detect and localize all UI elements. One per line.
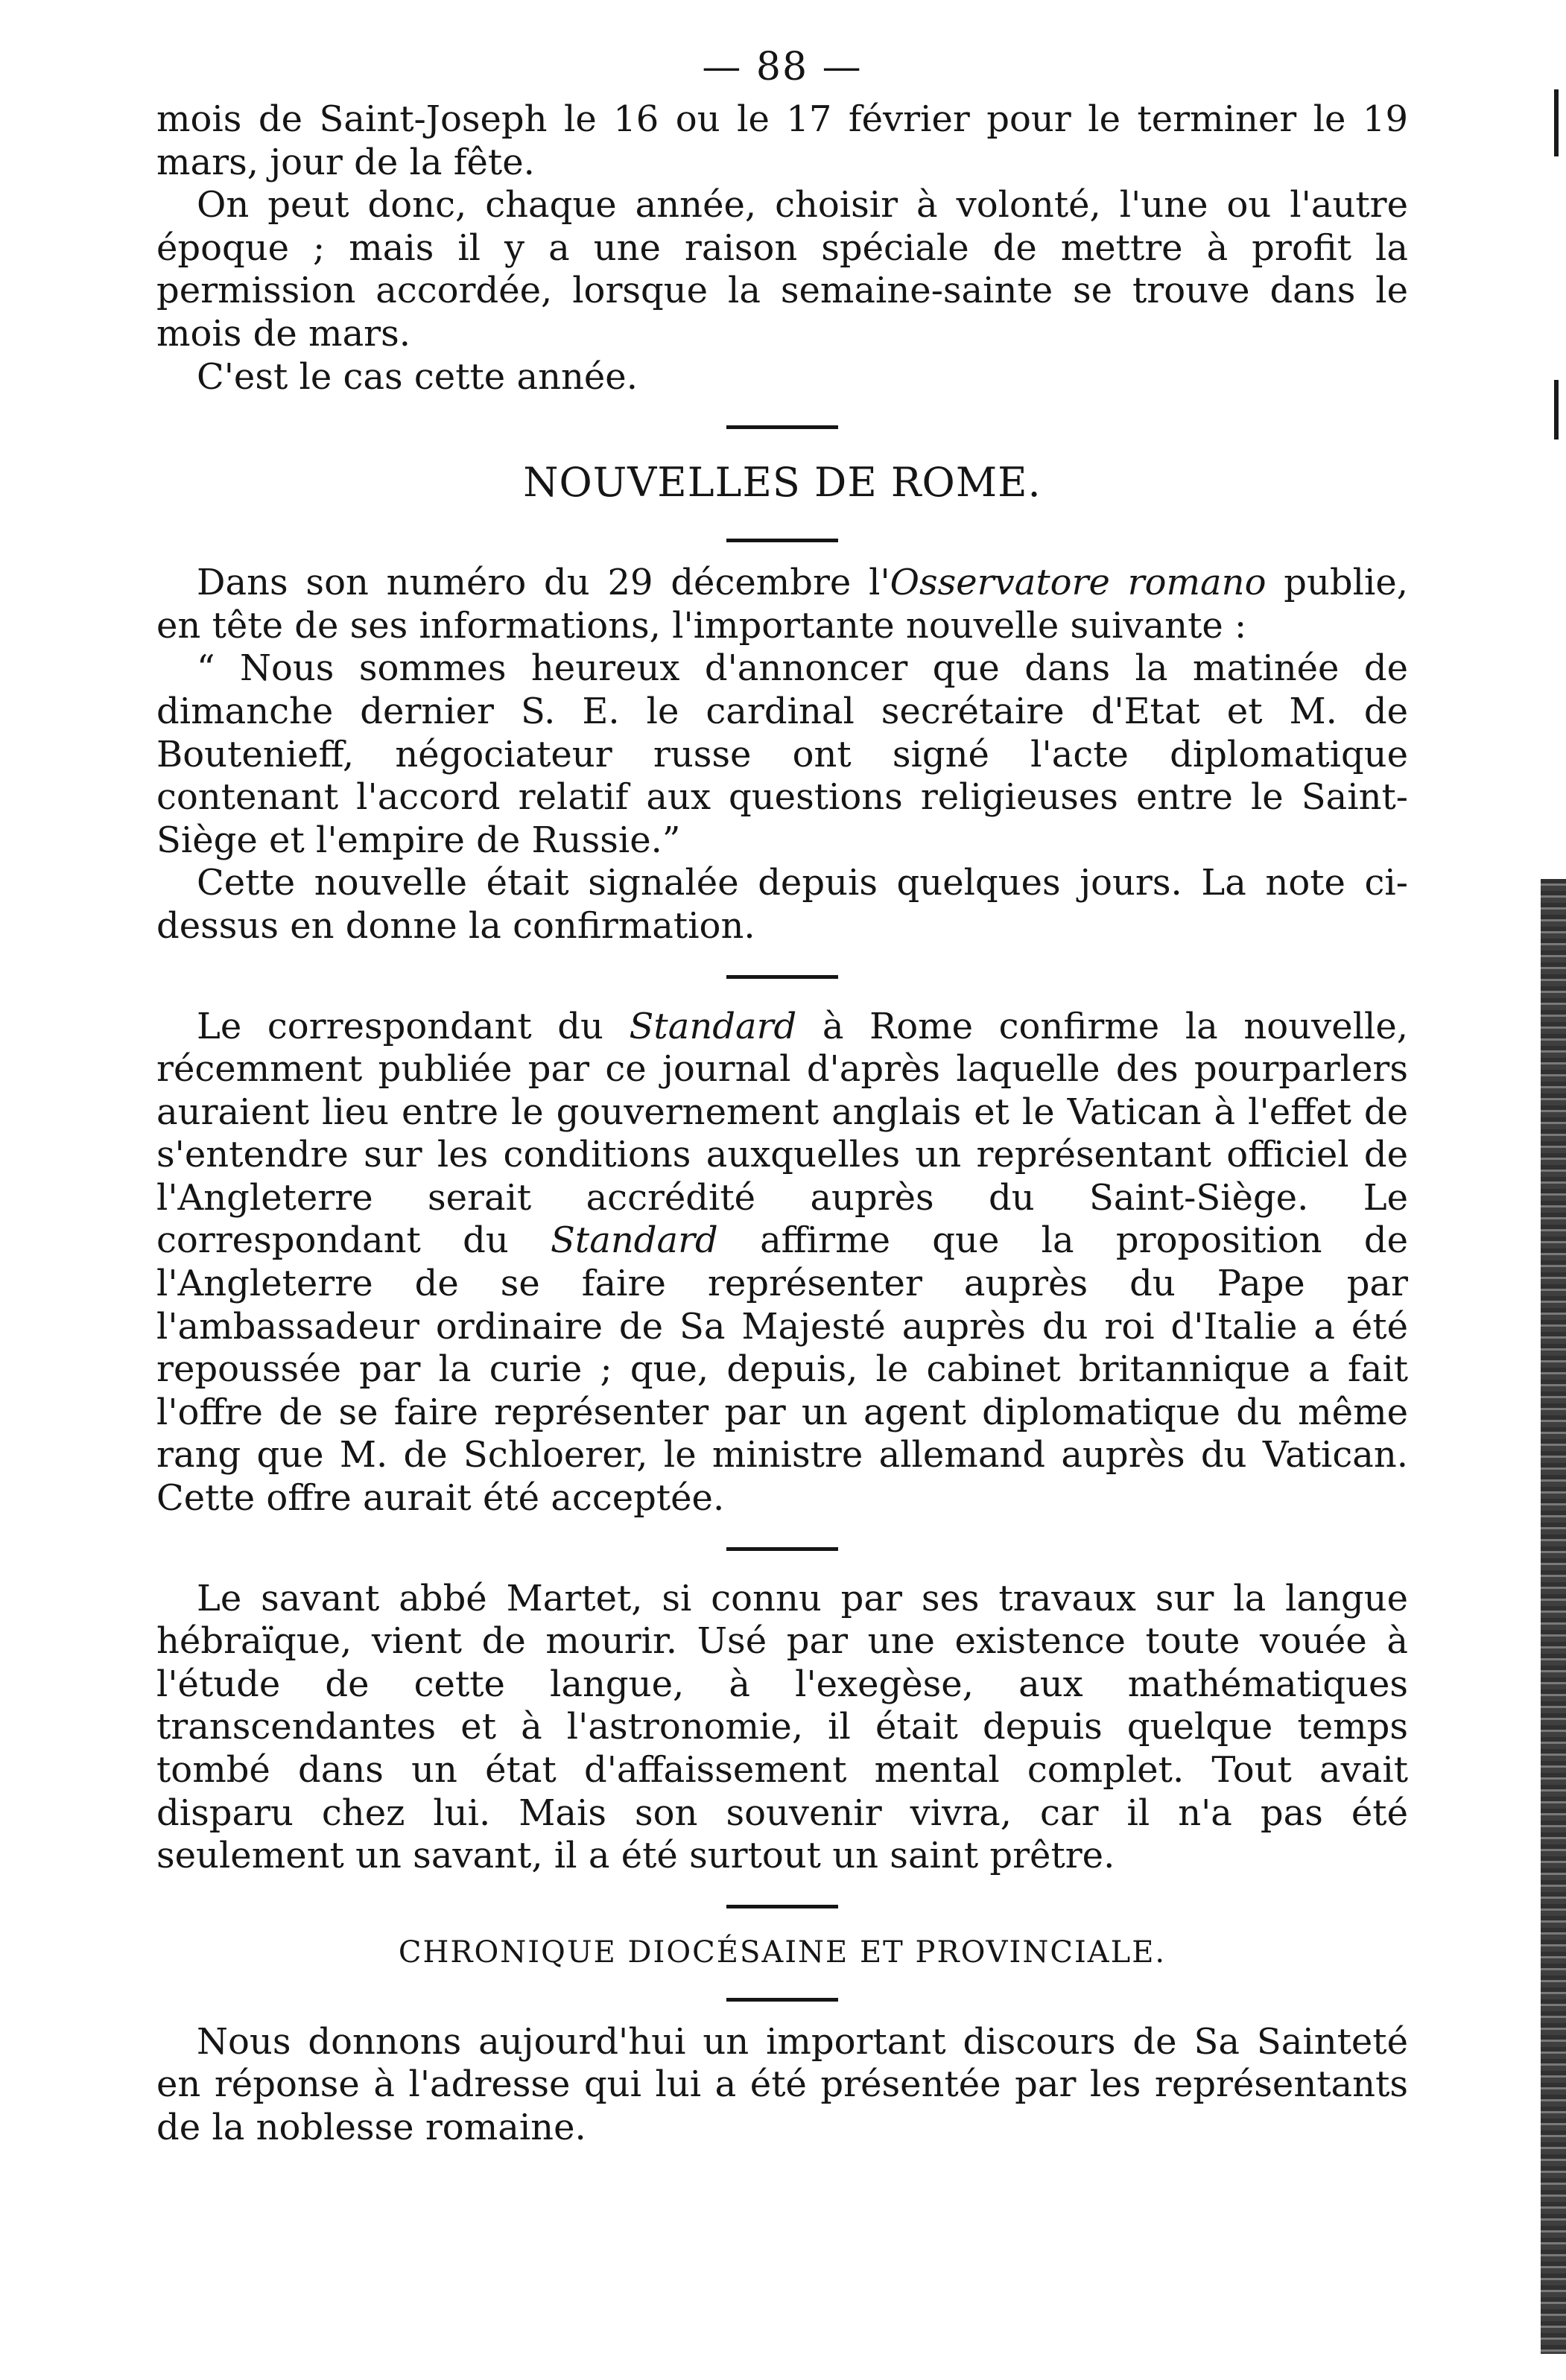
article-divider (726, 975, 838, 979)
section-title-rome: NOUVELLES DE ROME. (523, 459, 1042, 507)
page-number: — 88 — (702, 45, 863, 89)
newspaper-title: Osservatore romano (890, 562, 1267, 604)
paragraph-abbe-martet: Le savant abbé Martet, si connu par ses travaux sur la langue hébraïque, vient de mourir. Usé par une existence toute vouée à l'étude de cette langue, à l'exegèse, aux mathématiques transcendantes et à l'astronomie, il était depuis quelque temps tombé dans un état d'affaissement mental complet. Tout avait disparu chez lui. Mais son souvenir vivra, car il n'a pas été seulement un savant, il a été surtout un saint prêtre. (156, 1577, 1408, 1877)
paragraph-epoque: On peut donc, chaque année, choisir à volonté, l'une ou l'autre époque ; mais il y a une raison spéciale de mettre à profit la permission accordée, lorsque la semaine-sainte se trouve dans le mois de mars. (156, 184, 1408, 355)
scan-mark (1554, 380, 1559, 439)
paragraph-quote-accord: “ Nous sommes heureux d'annoncer que dans la matinée de dimanche dernier S. E. le cardinal secrétaire d'Etat et M. de Boutenieff, négociateur russe ont signé l'acte diplomatique contenant l'accord relatif aux questions religieuses entre le Saint-Siège et l'empire de Russie.” (156, 647, 1408, 861)
paragraph-standard (156, 1006, 1408, 1520)
paragraph-osservatore (156, 562, 1408, 647)
text-run: à Rome confirme la nouvelle, récemment publiée par ce journal d'après laquelle des pourparlers auraient lieu entre le gouvernement anglais et le Vatican à l'effet de s'entendre sur les conditions auxquelles un représentant officiel de l'Angleterre serait accrédité auprès du Saint-Siège. Le correspondant du (156, 1005, 1408, 1262)
section-divider (726, 539, 838, 542)
section-divider (726, 1998, 838, 2002)
text-run: Le correspondant du (197, 1005, 630, 1047)
document-page (156, 45, 1408, 2150)
paragraph-confirmation: Cette nouvelle était signalée depuis quelques jours. La note ci-dessus en donne la confirmation. (156, 862, 1408, 947)
text-run: Dans son numéro du 29 décembre l' (197, 562, 890, 604)
paragraph-discours: Nous donnons aujourd'hui un important discours de Sa Sainteté en réponse à l'adresse qui lui a été présentée par les représentants de la noblesse romaine. (156, 2020, 1408, 2148)
scanned-page-edge (1541, 879, 1566, 2354)
section-divider (726, 1905, 838, 1908)
scan-mark (1554, 89, 1559, 156)
section-title-chronique: CHRONIQUE DIOCÉSAINE ET PROVINCIALE. (398, 1935, 1167, 1970)
article-divider (726, 1547, 838, 1551)
text-run: affirme que la proposition de l'Angleterre de se faire représenter auprès du Pape par l'ambassadeur ordinaire de Sa Majesté auprès du roi d'Italie a été repoussée par la curie ; que, depuis, le cabinet britannique a fait l'offre de se faire représenter par un agent diplomatique du même rang que M. de Schloerer, le ministre allemand auprès du Vatican. Cette offre aurait été acceptée. (156, 1219, 1408, 1520)
newspaper-title: Standard (629, 1005, 797, 1047)
text-run: publie, en tête de ses informations, l'importante nouvelle suivante : (156, 562, 1408, 647)
section-divider (726, 425, 838, 429)
paragraph-cas-annee: C'est le cas cette année. (197, 355, 638, 398)
newspaper-title: Standard (551, 1219, 718, 1262)
paragraph-continued: mois de Saint-Joseph le 16 ou le 17 février pour le terminer le 19 mars, jour de la fête. (156, 98, 1408, 183)
